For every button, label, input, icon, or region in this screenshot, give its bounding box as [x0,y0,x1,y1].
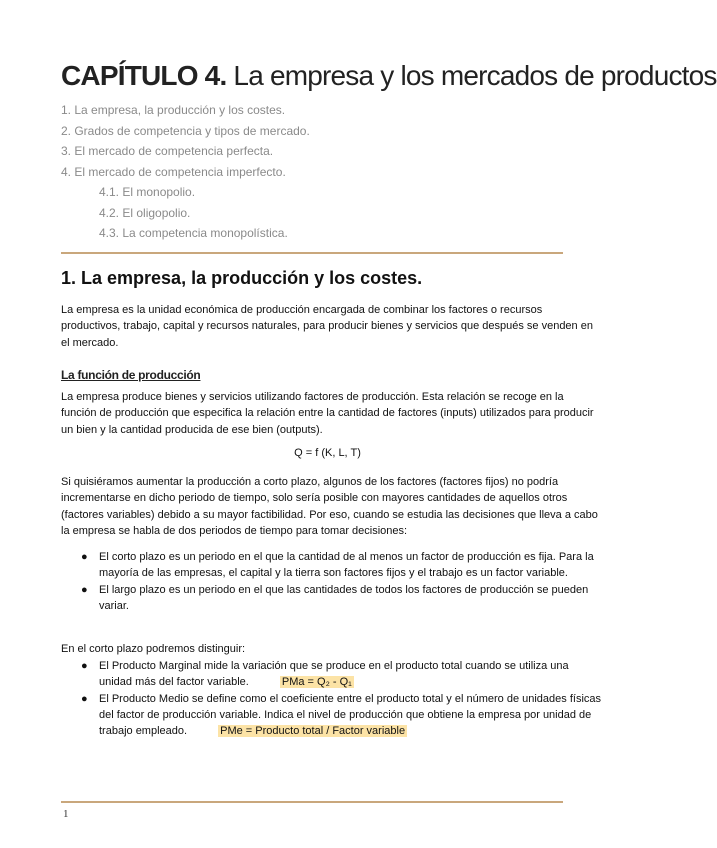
header-divider [61,252,563,254]
list-item [61,691,601,740]
periods-list [61,549,601,614]
footer-divider [61,801,563,803]
toc-item[interactable]: 1. La empresa, la producción y los costes. [61,103,286,117]
toc-item[interactable]: 2. Grados de competencia y tipos de mercado. [61,123,310,138]
intro-paragraph: La empresa es la unidad económica de producción encargada de combinar los factores o recursos productivos, trabajo, capital y recursos naturales, para producir bienes y servicios que después se venden en el mercado. [61,304,593,349]
list-item-text: El Producto Marginal mide la variación que se produce en el producto total cuando se utiliza una unidad más del factor variable. [99,660,569,689]
chapter-number: CAPÍTULO 4. [61,60,227,91]
toc-item[interactable]: 3. El mercado de competencia perfecta. [61,144,274,158]
list-item [61,582,601,615]
short-term-list [61,658,601,739]
pma-formula: PMa = Q₂ - Q₁ [281,676,352,689]
production-paragraph: La empresa produce bienes y servicios utilizando factores de producción. Esta relación se recoge en la función de producción que especifica la relación entre la cantidad de factores (inputs) utilizados para producir un bien y la cantidad producida de ese bien (outputs). [61,391,594,436]
production-formula: Q = f (K, L, T) [294,447,361,459]
bullet-icon: ● [81,583,88,596]
section-heading: 1. La empresa, la producción y los costes. [61,268,423,288]
bullet-icon: ● [81,692,88,705]
list-item-text: El corto plazo es un periodo en el que la cantidad de al menos un factor de producción es fija. Para la mayoría de las empresas, el capital y la tierra son factores fijos y el trabajo es un factor variable. [99,551,594,580]
toc-subitem[interactable]: 4.3. La competencia monopolística. [99,226,288,240]
list-item [61,658,601,691]
toc-subitem[interactable]: 4.1. El monopolio. [99,185,196,199]
bullet-icon: ● [81,551,88,563]
chapter-title [61,60,717,92]
list-item-text: El largo plazo es un periodo en el que las cantidades de todos los factores de producción se pueden variar. [99,583,589,612]
periods-paragraph: Si quisiéramos aumentar la producción a corto plazo, algunos de los factores (factores fijos) no podría incrementarse en dicho periodo de tiempo, solo sería posible con mayores cantidades de aquellos otros (factores variables) debido a su mayor factibilidad. Por eso, cuando se estudia las decisiones que lleva a cabo la empresa se habla de dos periodos de tiempo para tomar decisiones: [61,476,598,537]
table-of-contents [61,100,581,244]
toc-subitem[interactable]: 4.2. El oligopolio. [99,205,191,220]
chapter-name: La empresa y los mercados de productos [233,60,717,91]
bullet-icon: ● [81,660,88,672]
list-item-text: El Producto Medio se define como el coeficiente entre el producto total y el número de unidades físicas del factor de producción variable. Indica el nivel de producción que obtiene la empresa por unidad de trabajo empleado. [99,692,602,738]
page-number: 1 [63,808,69,820]
pme-formula: PMe = Producto total / Factor variable [220,725,406,738]
subsection-heading: La función de producción [61,368,201,382]
list-item [61,549,601,582]
short-term-intro: En el corto plazo podremos distinguir: [61,643,246,655]
toc-item[interactable]: 4. El mercado de competencia imperfecto. [61,164,286,179]
